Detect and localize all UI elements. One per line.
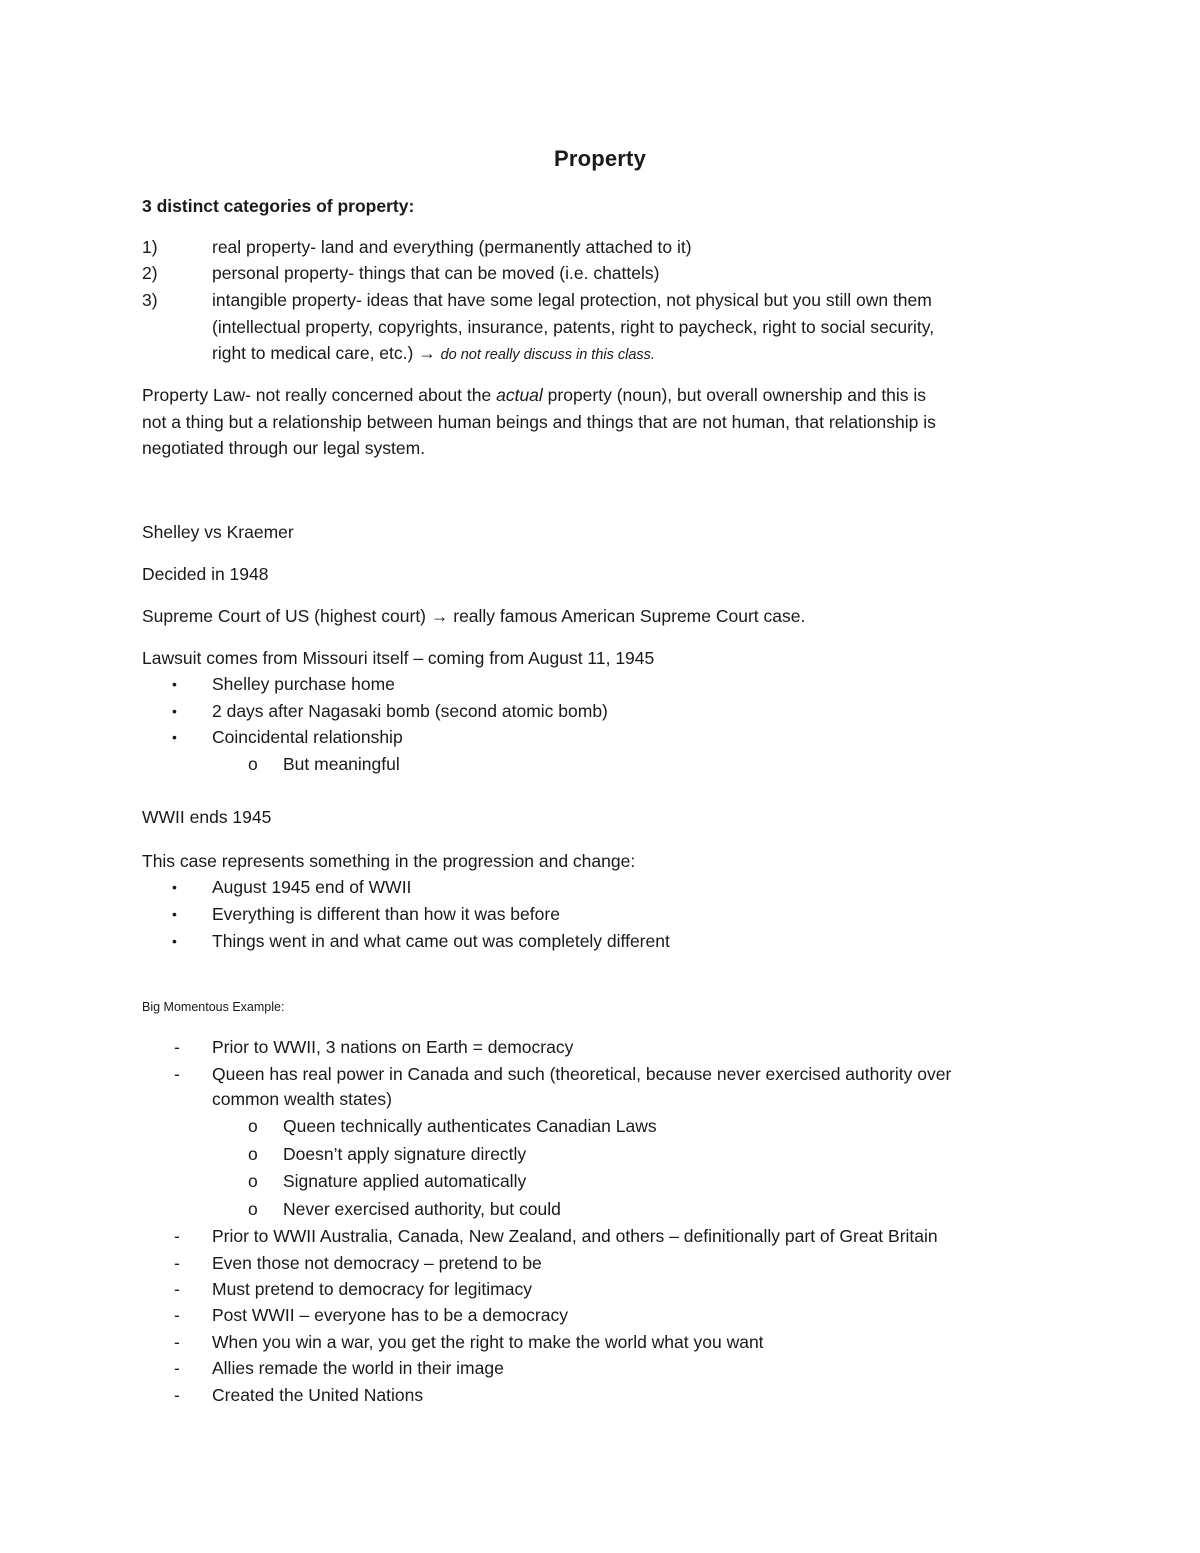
- list-item: Queen technically authenticates Canadian Laws: [283, 1116, 657, 1136]
- sub-bullet-icon: o: [248, 754, 258, 774]
- list-item: Queen has real power in Canada and such (theoretical, because never exercised authority over: [212, 1064, 952, 1084]
- bullet-icon: •: [172, 933, 177, 949]
- list-number: 3): [142, 290, 158, 310]
- dash-icon: -: [174, 1279, 180, 1299]
- case-name: Shelley vs Kraemer: [142, 522, 294, 542]
- list-item: Prior to WWII, 3 nations on Earth = democracy: [212, 1037, 574, 1057]
- dash-icon: -: [174, 1385, 180, 1405]
- dash-icon: -: [174, 1226, 180, 1246]
- paragraph-line: negotiated through our legal system.: [142, 438, 426, 458]
- dash-icon: -: [174, 1358, 180, 1378]
- text-span: property (noun), but overall ownership and this is: [542, 385, 927, 405]
- paragraph-line: [142, 384, 926, 406]
- note-text: do not really discuss in this class.: [440, 347, 655, 363]
- list-item: personal property- things that can be moved (i.e. chattels): [212, 263, 660, 283]
- list-item: Never exercised authority, but could: [283, 1199, 561, 1219]
- list-item: 2 days after Nagasaki bomb (second atomic bomb): [212, 701, 608, 721]
- list-item: Doesn’t apply signature directly: [283, 1144, 527, 1164]
- sub-bullet-icon: o: [248, 1171, 258, 1191]
- list-item: Things went in and what came out was completely different: [212, 931, 670, 951]
- bullet-icon: •: [172, 676, 177, 692]
- dash-icon: -: [174, 1332, 180, 1352]
- list-item-continuation: (intellectual property, copyrights, insurance, patents, right to paycheck, right to social security,: [212, 317, 935, 337]
- list-number: 1): [142, 237, 158, 257]
- sub-bullet-icon: o: [248, 1144, 258, 1164]
- text-span: really famous American Supreme Court case.: [448, 606, 806, 626]
- sub-bullet-icon: o: [248, 1116, 258, 1136]
- categories-heading: 3 distinct categories of property:: [142, 196, 415, 216]
- list-item: real property- land and everything (permanently attached to it): [212, 237, 692, 257]
- list-item: Signature applied automatically: [283, 1171, 527, 1191]
- bullet-icon: •: [172, 729, 177, 745]
- list-item: intangible property- ideas that have some legal protection, not physical but you still own them: [212, 290, 932, 310]
- arrow-icon: →: [418, 343, 436, 363]
- list-item: Allies remade the world in their image: [212, 1358, 504, 1378]
- list-item: Even those not democracy – pretend to be: [212, 1253, 542, 1273]
- wwii-represents: This case represents something in the progression and change:: [142, 851, 636, 871]
- bullet-icon: •: [172, 906, 177, 922]
- case-court: [142, 605, 805, 627]
- list-item: Prior to WWII Australia, Canada, New Zealand, and others – definitionally part of Great Britain: [212, 1226, 938, 1246]
- list-number: 2): [142, 263, 158, 283]
- text-span: Property Law- not really concerned about the: [142, 385, 497, 405]
- list-item: Created the United Nations: [212, 1385, 424, 1405]
- list-item: When you win a war, you get the right to make the world what you want: [212, 1332, 764, 1352]
- dash-icon: -: [174, 1305, 180, 1325]
- list-item: August 1945 end of WWII: [212, 877, 412, 897]
- example-heading: Big Momentous Example:: [142, 1000, 285, 1014]
- dash-icon: -: [174, 1253, 180, 1273]
- list-item: Everything is different than how it was before: [212, 904, 560, 924]
- list-item: Shelley purchase home: [212, 674, 395, 694]
- bullet-icon: •: [172, 703, 177, 719]
- list-item: Must pretend to democracy for legitimacy: [212, 1279, 532, 1299]
- list-item-continuation: [212, 342, 655, 366]
- text-span: Supreme Court of US (highest court): [142, 606, 431, 626]
- sub-bullet-icon: o: [248, 1199, 258, 1219]
- list-item: But meaningful: [283, 754, 400, 774]
- page-title: Property: [553, 146, 647, 171]
- list-item-continuation: common wealth states): [212, 1089, 392, 1109]
- dash-icon: -: [174, 1037, 180, 1057]
- list-item: Coincidental relationship: [212, 727, 403, 747]
- emphasis-text: actual: [496, 385, 543, 405]
- case-lawsuit: Lawsuit comes from Missouri itself – coming from August 11, 1945: [142, 648, 655, 668]
- dash-icon: -: [174, 1064, 180, 1084]
- paragraph-line: not a thing but a relationship between human beings and things that are not human, that relationship is: [142, 412, 936, 432]
- arrow-icon: →: [430, 606, 449, 626]
- bullet-icon: •: [172, 879, 177, 895]
- wwii-ends: WWII ends 1945: [142, 807, 272, 827]
- case-decided: Decided in 1948: [142, 564, 269, 584]
- list-item: Post WWII – everyone has to be a democracy: [212, 1305, 568, 1325]
- list-item-text: right to medical care, etc.): [212, 343, 414, 363]
